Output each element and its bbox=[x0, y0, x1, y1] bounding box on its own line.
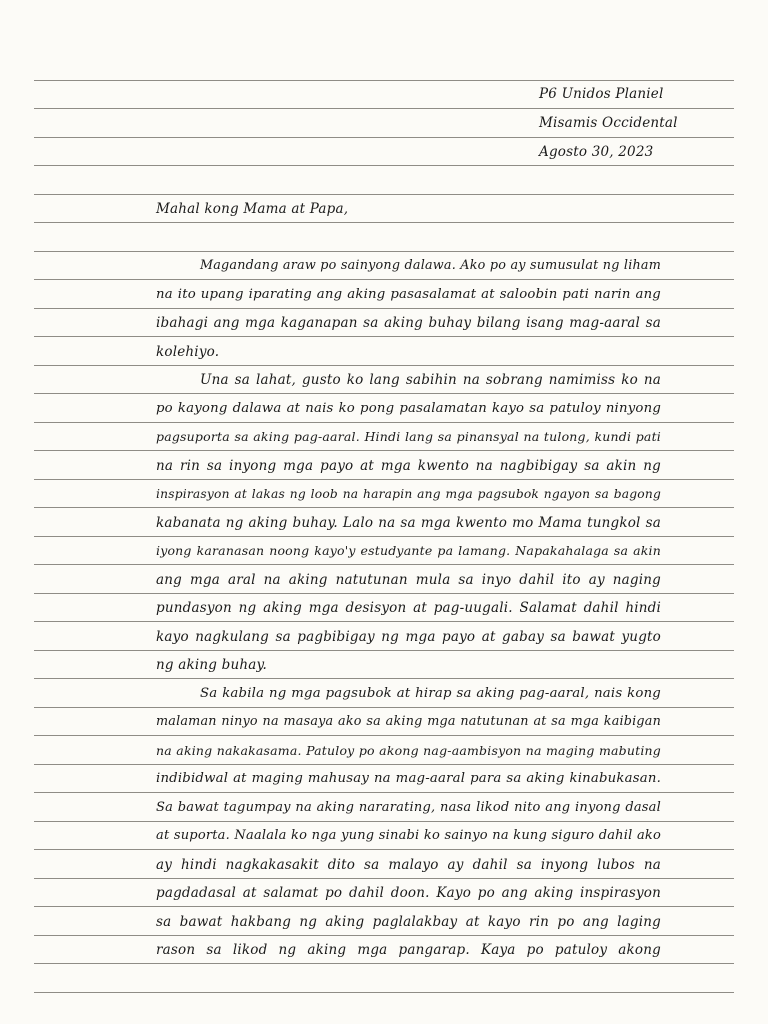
ruled-line bbox=[34, 821, 734, 822]
letter-line: rason sa likod ng aking mga pangarap. Kaya po patuloy akong bbox=[156, 942, 661, 958]
letter-line: sa bawat hakbang ng aking paglalakbay at kayo rin po ang laging bbox=[156, 914, 661, 930]
letter-line: kayo nagkulang sa pagbibigay ng mga payo at gabay sa bawat yugto bbox=[156, 629, 661, 645]
letter-line: na ito upang iparating ang aking pasasalamat at saloobin pati narin ang bbox=[156, 287, 661, 302]
letter-line: po kayong dalawa at nais ko pong pasalamatan kayo sa patuloy ninyong bbox=[156, 401, 661, 416]
ruled-line bbox=[34, 479, 734, 480]
ruled-line bbox=[34, 792, 734, 793]
letter-line: Sa kabila ng mga pagsubok at hirap sa aking pag-aaral, nais kong bbox=[200, 686, 661, 701]
ruled-line bbox=[34, 878, 734, 879]
letter-line: inspirasyon at lakas ng loob na harapin ang mga pagsubok ngayon sa bagong bbox=[156, 487, 661, 501]
ruled-line bbox=[34, 365, 734, 366]
ruled-line bbox=[34, 279, 734, 280]
salutation: Mahal kong Mama at Papa, bbox=[156, 201, 349, 217]
ruled-line bbox=[34, 336, 734, 337]
ruled-line bbox=[34, 507, 734, 508]
letter-line: na aking nakakasama. Patuloy po akong nag-aambisyon na maging mabuting bbox=[156, 743, 661, 758]
letter-line: ang mga aral na aking natutunan mula sa inyo dahil ito ay naging bbox=[156, 572, 661, 588]
header-address-line-1: P6 Unidos Planiel bbox=[539, 86, 664, 102]
ruled-line bbox=[34, 422, 734, 423]
letter-line: malaman ninyo na masaya ako sa aking mga natutunan at sa mga kaibigan bbox=[156, 714, 661, 729]
letter-line: pagsuporta sa aking pag-aaral. Hindi lang sa pinansyal na tulong, kundi pati bbox=[156, 429, 661, 444]
header-address-line-2: Misamis Occidental bbox=[539, 115, 678, 131]
letter-line: at suporta. Naalala ko nga yung sinabi ko sainyo na kung siguro dahil ako bbox=[156, 828, 661, 843]
ruled-line bbox=[34, 393, 734, 394]
ruled-line bbox=[34, 764, 734, 765]
ruled-line bbox=[34, 621, 734, 622]
ruled-line bbox=[34, 849, 734, 850]
ruled-line bbox=[34, 108, 734, 109]
letter-line: pundasyon ng aking mga desisyon at pag-uugali. Salamat dahil hindi bbox=[156, 600, 661, 616]
ruled-line bbox=[34, 251, 734, 252]
letter-line: Magandang araw po sainyong dalawa. Ako po ay sumusulat ng liham bbox=[200, 258, 661, 273]
ruled-line bbox=[34, 536, 734, 537]
ruled-line bbox=[34, 707, 734, 708]
ruled-line bbox=[34, 735, 734, 736]
ruled-line bbox=[34, 194, 734, 195]
ruled-line bbox=[34, 593, 734, 594]
letter-line: Una sa lahat, gusto ko lang sabihin na sobrang namimiss ko na bbox=[200, 372, 661, 388]
ruled-line bbox=[34, 992, 734, 993]
letter-line: na rin sa inyong mga payo at mga kwento na nagbibigay sa akin ng bbox=[156, 458, 661, 474]
ruled-line bbox=[34, 80, 734, 81]
ruled-line bbox=[34, 137, 734, 138]
letter-line: indibidwal at maging mahusay na mag-aaral para sa aking kinabukasan. bbox=[156, 771, 661, 786]
letter-line: ay hindi nagkakasakit dito sa malayo ay dahil sa inyong lubos na bbox=[156, 857, 661, 873]
ruled-line bbox=[34, 935, 734, 936]
ruled-line bbox=[34, 678, 734, 679]
ruled-line bbox=[34, 963, 734, 964]
ruled-line bbox=[34, 564, 734, 565]
ruled-line bbox=[34, 222, 734, 223]
ruled-line bbox=[34, 650, 734, 651]
ruled-line bbox=[34, 906, 734, 907]
header-date: Agosto 30, 2023 bbox=[539, 144, 654, 160]
letter-line: iyong karanasan noong kayo'y estudyante pa lamang. Napakahalaga sa akin bbox=[156, 543, 661, 558]
letter-line: kabanata ng aking buhay. Lalo na sa mga kwento mo Mama tungkol sa bbox=[156, 515, 661, 531]
letter-line: pagdadasal at salamat po dahil doon. Kayo po ang aking inspirasyon bbox=[156, 885, 661, 901]
letter-line: kolehiyo. bbox=[156, 344, 220, 360]
ruled-line bbox=[34, 308, 734, 309]
letter-line: ng aking buhay. bbox=[156, 657, 268, 673]
letter-line: Sa bawat tagumpay na aking nararating, nasa likod nito ang inyong dasal bbox=[156, 800, 661, 815]
ruled-line bbox=[34, 450, 734, 451]
letter-line: ibahagi ang mga kaganapan sa aking buhay bilang isang mag-aaral sa bbox=[156, 315, 661, 331]
ruled-line bbox=[34, 165, 734, 166]
